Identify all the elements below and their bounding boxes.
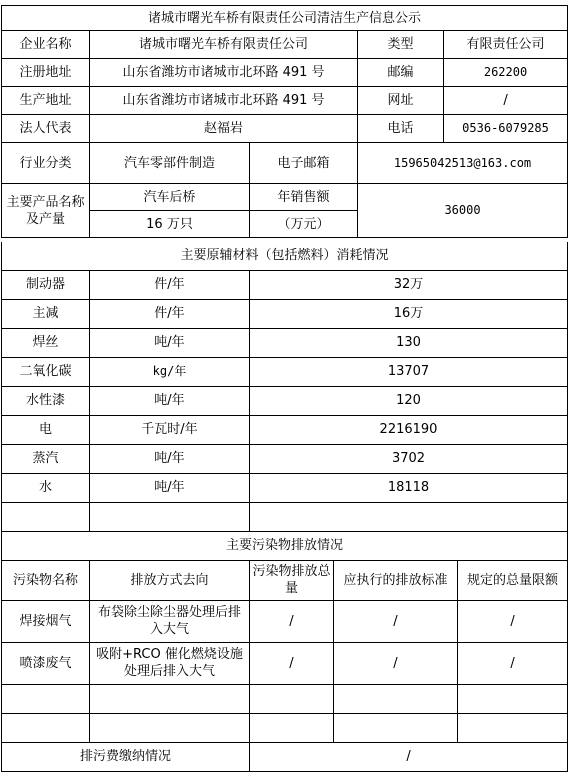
table-row [2,713,568,742]
website: / [444,87,568,115]
fee-label: 排污费缴纳情况 [2,742,250,771]
page-title: 诸城市曙光车桥有限责任公司清洁生产信息公示 [2,6,568,31]
material-unit: 件/年 [90,299,250,328]
email-label: 电子邮箱 [250,143,358,184]
material-unit [90,502,250,531]
fee-value: / [250,742,568,771]
material-amount: 120 [250,386,568,415]
company-name: 诸城市曙光车桥有限责任公司 [90,31,358,59]
sales-value: 36000 [358,184,568,238]
pollutants-table [1,531,568,772]
info-table [1,5,568,238]
pollutant-name: 喷漆废气 [2,642,90,684]
sales-label-1: 年销售额 [250,184,358,211]
material-amount: 130 [250,328,568,357]
material-name: 蒸汽 [2,444,90,473]
reg-address-label: 注册地址 [2,59,90,87]
table-row [2,684,568,713]
email: 15965042513@163.com [358,143,568,184]
material-amount: 32万 [250,270,568,299]
company-type-label: 类型 [358,31,444,59]
pollutant-name [2,684,90,713]
material-unit: 吨/年 [90,386,250,415]
pollutant-total: / [250,642,334,684]
material-unit: kg/年 [90,357,250,386]
col-header-name: 污染物名称 [2,560,90,600]
material-name: 制动器 [2,270,90,299]
pollutant-total [250,713,334,742]
pollutant-total: / [250,600,334,642]
materials-table [1,242,568,532]
phone-label: 电话 [358,115,444,143]
material-unit: 吨/年 [90,444,250,473]
website-label: 网址 [358,87,444,115]
material-amount: 18118 [250,473,568,502]
product-label: 主要产品名称及产量 [2,184,90,238]
phone: 0536-6079285 [444,115,568,143]
material-name: 水性漆 [2,386,90,415]
pollutants-section-title: 主要污染物排放情况 [2,531,568,560]
table-row [2,642,568,684]
table-row [2,444,568,473]
table-row [2,299,568,328]
pollutant-name [2,713,90,742]
material-name: 二氧化碳 [2,357,90,386]
prod-address: 山东省潍坊市诸城市北环路 491 号 [90,87,358,115]
material-name [2,502,90,531]
pollutant-standard [334,713,458,742]
material-unit: 件/年 [90,270,250,299]
legal-rep-label: 法人代表 [2,115,90,143]
pollutant-method [90,684,250,713]
material-name: 主减 [2,299,90,328]
material-unit: 吨/年 [90,328,250,357]
postcode-label: 邮编 [358,59,444,87]
material-amount: 16万 [250,299,568,328]
company-name-label: 企业名称 [2,31,90,59]
material-name: 电 [2,415,90,444]
reg-address: 山东省潍坊市诸城市北环路 491 号 [90,59,358,87]
col-header-standard: 应执行的排放标准 [334,560,458,600]
legal-rep: 赵福岩 [90,115,358,143]
pollutant-limit: / [458,600,568,642]
pollutant-standard: / [334,600,458,642]
pollutant-method [90,713,250,742]
postcode: 262200 [444,59,568,87]
col-header-limit: 规定的总量限额 [458,560,568,600]
material-amount: 2216190 [250,415,568,444]
pollutant-name: 焊接烟气 [2,600,90,642]
table-row [2,386,568,415]
table-row [2,473,568,502]
pollutant-limit: / [458,642,568,684]
prod-address-label: 生产地址 [2,87,90,115]
pollutant-total [250,684,334,713]
pollutant-standard [334,684,458,713]
material-amount [250,502,568,531]
table-row [2,328,568,357]
pollutant-limit [458,684,568,713]
materials-section-title: 主要原辅材料（包括燃料）消耗情况 [2,242,568,270]
industry-label: 行业分类 [2,143,90,184]
table-row [2,357,568,386]
material-amount: 3702 [250,444,568,473]
pollutant-standard: / [334,642,458,684]
table-row [2,270,568,299]
company-type: 有限责任公司 [444,31,568,59]
product-name: 汽车后桥 [90,184,250,211]
industry: 汽车零部件制造 [90,143,250,184]
pollutant-method: 吸附+RCO 催化燃烧设施处理后排入大气 [90,642,250,684]
material-unit: 千瓦时/年 [90,415,250,444]
table-row [2,502,568,531]
material-amount: 13707 [250,357,568,386]
table-row [2,415,568,444]
col-header-method: 排放方式去向 [90,560,250,600]
pollutant-method: 布袋除尘除尘器处理后排入大气 [90,600,250,642]
material-name: 焊丝 [2,328,90,357]
col-header-total: 污染物排放总量 [250,560,334,600]
material-name: 水 [2,473,90,502]
sales-label-2: （万元） [250,211,358,238]
product-output: 16 万只 [90,211,250,238]
pollutants-header-row [2,560,568,600]
material-unit: 吨/年 [90,473,250,502]
table-row [2,600,568,642]
pollutant-limit [458,713,568,742]
